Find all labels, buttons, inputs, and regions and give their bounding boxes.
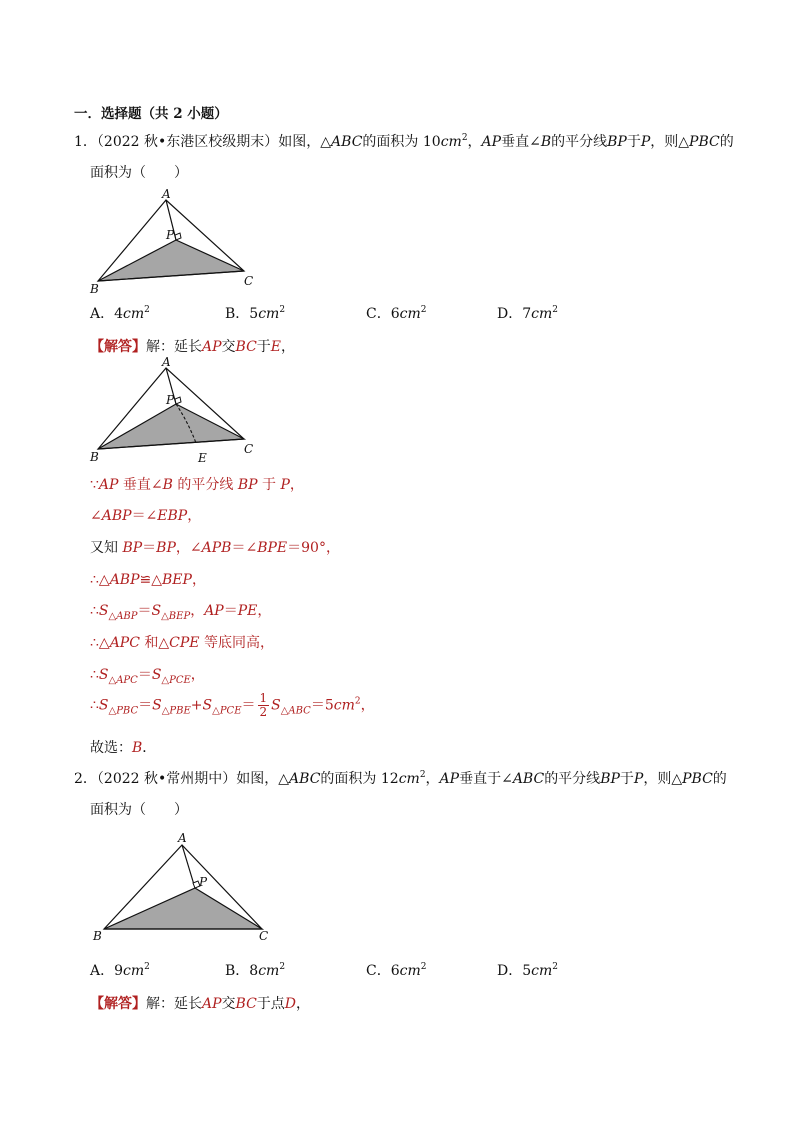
q1-label-p: P	[166, 228, 175, 242]
q1-answer-intro: 【解答】解：延长AP交BC于E，	[90, 339, 296, 355]
q1-option-d: D．$7cm^2$	[497, 305, 559, 322]
q1-step-8: $\therefore S_{\triangle PBC}=S_{\triangle PBE}+S_{\triangle PCE}=$ $\frac{1}{2}$ $S_{\triangle ABC}=5cm^2$，	[90, 691, 375, 719]
q1-right-angle-mark	[175, 233, 181, 240]
q2-stem: 2．（2022 秋•常州期中）如图，△ABC的面积为 $12cm^2$，AP垂直于∠ABC的平分线BP于P，则△PBC的	[74, 770, 727, 787]
q2-figure	[88, 830, 278, 945]
q1-step-6: ∴△APC 和△CPE 等底同高，	[90, 635, 274, 651]
q1-label-b: B	[90, 282, 99, 296]
q1s-label-e: E	[198, 451, 207, 465]
q2-option-a: A．$9cm^2$	[90, 962, 150, 979]
q2-option-b: B．$8cm^2$	[225, 962, 286, 979]
q2-label-a: A	[178, 831, 187, 845]
q2-option-c: C．$6cm^2$	[366, 962, 427, 979]
answer-tag: 【解答】	[90, 996, 146, 1012]
q1-stem-line2: 面积为（ ）	[90, 165, 188, 181]
q1-step-2: ∠ABP＝∠EBP，	[90, 508, 202, 524]
q1-final-choice: 故选：B．	[90, 740, 157, 756]
q1s-shaded-triangle-pbc	[98, 404, 244, 449]
q1-step-1: ∵AP 垂直∠B 的平分线 BP 于 P，	[90, 477, 304, 493]
q2-label-p: P	[199, 875, 208, 889]
q2-answer-intro: 【解答】解：延长AP交BC于点D，	[90, 996, 311, 1012]
q1-option-a: A．$4cm^2$	[90, 305, 150, 322]
q1-source: （2022 秋•东港区校级期末）	[96, 134, 279, 150]
section-title: 一．选择题（共 2 小题）	[74, 106, 228, 122]
q1s-label-b: B	[90, 450, 99, 464]
q1-step-4: ∴△ABP≌△BEP，	[90, 572, 206, 588]
q2-label-b: B	[93, 929, 102, 943]
q1-step-7: $\therefore S_{\triangle APC}=S_{\triangle PCE}$，	[90, 667, 205, 686]
q2-source: （2022 秋•常州期中）	[96, 771, 237, 787]
q1-label-a: A	[162, 188, 171, 201]
q2-option-d: D．$5cm^2$	[497, 962, 559, 979]
q1-stem: 1．（2022 秋•东港区校级期末）如图，△ABC的面积为 $10cm^2$，AP垂直∠B的平分线BP于P，则△PBC的	[74, 133, 734, 150]
fraction-one-half: $\frac{1}{2}$	[259, 691, 268, 719]
q2-number: 2．	[74, 771, 97, 787]
q1-option-b: B．$5cm^2$	[225, 305, 286, 322]
q1-shaded-triangle-pbc	[98, 240, 244, 281]
q1-figure	[80, 188, 270, 300]
q1-step-5: $\therefore S_{\triangle ABP}=S_{\triangle BEP}$，AP＝PE，	[90, 603, 272, 622]
q2-label-c: C	[259, 929, 269, 943]
q1-solution-figure	[80, 356, 270, 466]
q1s-label-p: P	[166, 393, 175, 407]
q1s-label-c: C	[244, 442, 254, 456]
q1-step-3: 又知 BP＝BP，∠APB＝∠BPE＝90°，	[90, 540, 340, 556]
q1s-right-angle-mark	[175, 397, 181, 404]
q1s-label-a: A	[162, 356, 171, 369]
q2-shaded-triangle-pbc	[104, 888, 262, 929]
q1-number: 1．	[74, 134, 97, 150]
answer-tag: 【解答】	[90, 339, 146, 355]
q2-stem-line2: 面积为（ ）	[90, 802, 188, 818]
q1-option-c: C．$6cm^2$	[366, 305, 427, 322]
q1-label-c: C	[244, 274, 254, 288]
